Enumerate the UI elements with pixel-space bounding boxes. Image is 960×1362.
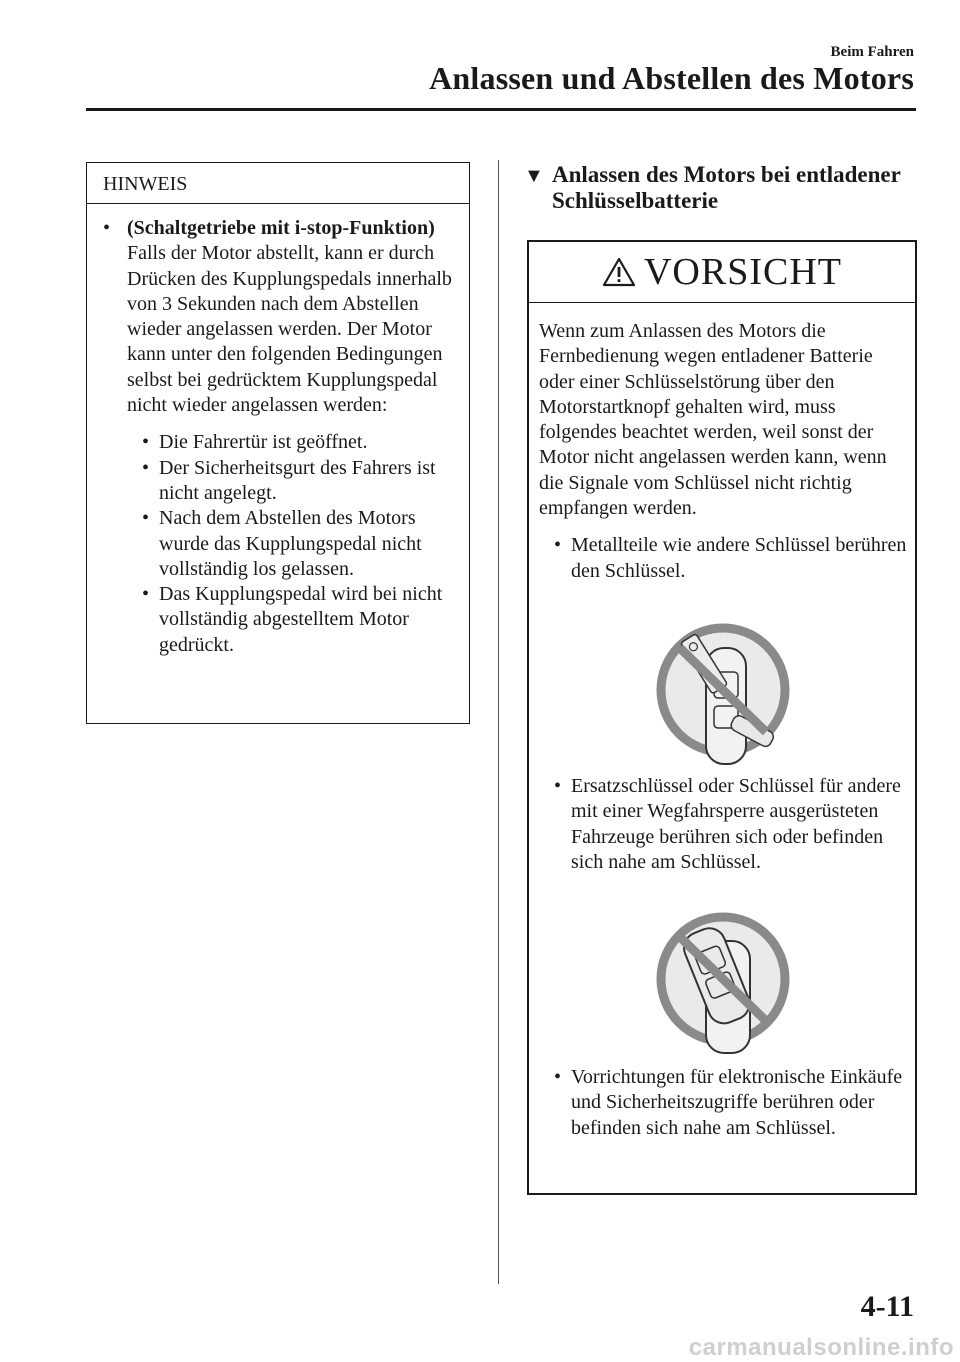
two-keys-illustration: [648, 901, 798, 1061]
caution-item-text: Vorrichtungen für elektronische Einkäufe und Sicherheitszugriffe berühren oder befinden sich nahe am Schlüssel.: [571, 1066, 903, 1139]
note-condition-item: [127, 456, 469, 507]
key-with-metal-illustration: [648, 610, 798, 770]
caution-title: VORSICHT: [643, 251, 843, 293]
note-condition-text: Das Kupplungspedal wird bei nicht vollständig abgestelltem Motor gedrückt.: [159, 583, 443, 656]
note-paragraph: Falls der Motor abstellt, kann er durch Drücken des Kupplungspedals innerhalb von 3 Sekunden nach dem Abstellen wieder angelassen werden. Der Motor kann unter den folgenden Bedingungen selbst bei gedrücktem Kupplungspedal nicht wieder angelassen werden:: [127, 242, 452, 417]
note-condition-text: Die Fahrertür ist geöffnet.: [159, 431, 368, 454]
bullet-dot-icon: •: [141, 431, 149, 454]
bullet-dot-icon: •: [553, 774, 561, 797]
bullet-dot-icon: •: [141, 507, 149, 530]
note-body: [87, 204, 469, 658]
caution-body: [529, 303, 915, 1141]
bullet-dot-icon: •: [553, 1066, 561, 1089]
column-divider: [498, 160, 499, 1284]
caution-item: [539, 1065, 907, 1141]
bullet-dot-icon: •: [103, 217, 111, 239]
page-number: 4-11: [860, 1290, 914, 1323]
note-condition-text: Der Sicherheitsgurt des Fahrers ist nicht angelegt.: [159, 456, 436, 504]
watermark[interactable]: carmanualsonline.info: [688, 1334, 954, 1361]
header-rule: [86, 108, 916, 111]
note-condition-item: [127, 506, 469, 582]
note-condition-item: [127, 582, 469, 658]
caution-item-text: Ersatzschlüssel oder Schlüssel für andere mit einer Wegfahrsperre ausgerüsteten Fahrzeuge berühren sich oder befinden sich nahe am Schlüssel.: [571, 774, 901, 873]
caution-item: [539, 774, 907, 875]
section-heading: [524, 162, 924, 214]
warning-triangle-icon: [602, 257, 636, 287]
caution-intro: Wenn zum Anlassen des Motors die Fernbedienung wegen entladener Batterie oder einer Schlüsselstörung über den Motorstartknopf gehalten wird, muss folgendes beachtet werden, weil sonst der Motor nicht angelassen werden kann, wenn die Signale vom Schlüssel nicht richtig empfangen werden.: [539, 320, 887, 520]
note-box: [86, 162, 470, 724]
note-bullet: [101, 216, 469, 658]
bullet-dot-icon: •: [141, 456, 149, 479]
note-bullet-title: (Schaltgetriebe mit i-stop-Funktion): [127, 217, 435, 239]
note-heading: HINWEIS: [87, 163, 469, 204]
bullet-dot-icon: •: [141, 583, 149, 606]
caution-heading: [529, 242, 915, 303]
note-conditions: [127, 430, 469, 658]
page-title: Anlassen und Abstellen des Motors: [429, 60, 914, 96]
note-condition-item: [127, 430, 469, 455]
caution-item-text: Metallteile wie andere Schlüssel berühren den Schlüssel.: [571, 534, 907, 582]
note-condition-text: Nach dem Abstellen des Motors wurde das Kupplungspedal nicht vollständig los gelassen.: [159, 507, 422, 580]
bullet-dot-icon: •: [553, 534, 561, 557]
section-heading-text: Anlassen des Motors bei entladener Schlüsselbatterie: [552, 162, 901, 213]
caution-box: [527, 240, 917, 1195]
chapter-label: Beim Fahren: [830, 44, 914, 60]
triangle-down-icon: ▼: [524, 165, 544, 187]
caution-item: [539, 533, 907, 584]
